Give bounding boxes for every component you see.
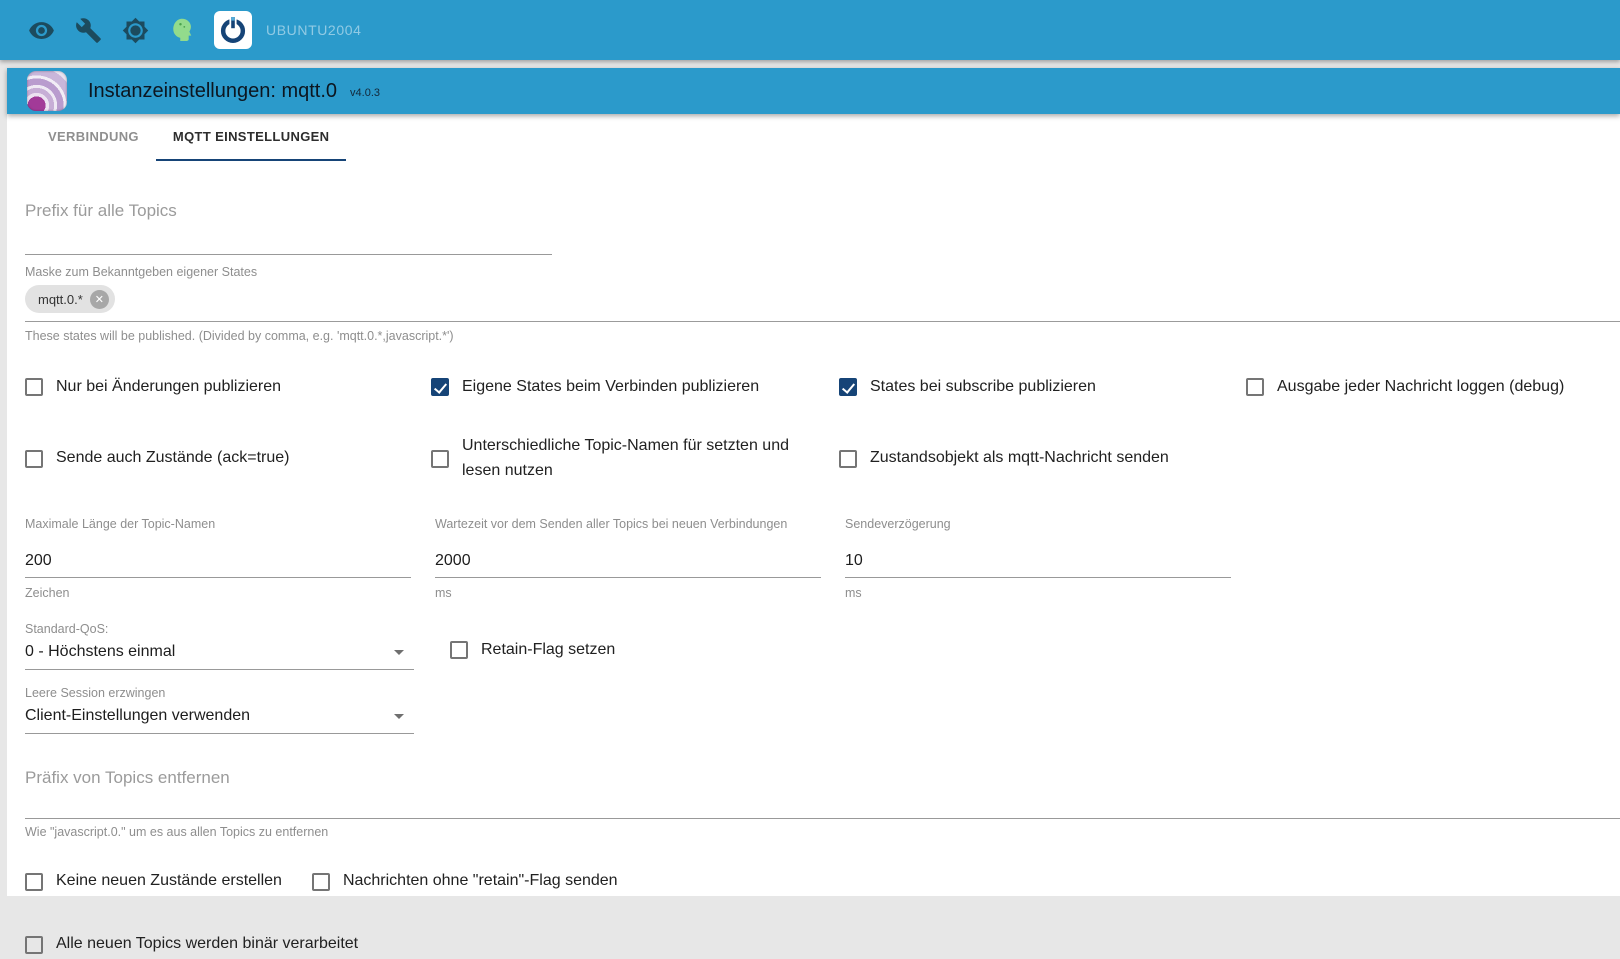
send-delay-input[interactable]	[845, 549, 1231, 578]
field-label: Sendeverzögerung	[845, 517, 951, 532]
field-prefix-all-topics	[25, 201, 552, 255]
checkbox-publish-own-on-connect[interactable]	[431, 375, 839, 400]
tab-verbindung[interactable]: VERBINDUNG	[48, 129, 139, 144]
checkbox-send-no-retain[interactable]	[312, 869, 618, 894]
field-send-on-start-interval	[435, 517, 821, 600]
brightness-icon[interactable]	[120, 15, 150, 45]
checkbox-label: Nachrichten ohne "retain"-Flag senden	[342, 872, 618, 890]
chevron-down-icon	[394, 650, 404, 655]
prefix-all-topics-input[interactable]	[25, 223, 552, 255]
wrench-icon[interactable]	[73, 15, 103, 45]
checkbox-label: Zustandsobjekt als mqtt-Nachricht senden	[870, 449, 1169, 467]
field-empty-session	[25, 686, 414, 734]
checkbox-row	[25, 932, 1620, 958]
field-label: Leere Session erzwingen	[25, 686, 166, 701]
empty-session-select[interactable]	[25, 704, 414, 734]
settings-tabs	[7, 114, 1620, 161]
settings-form	[7, 201, 1620, 959]
app-toolbar	[0, 0, 1620, 60]
dialog-title: Instanzeinstellungen: mqtt.0	[88, 79, 338, 102]
tab-mqtt-einstellungen[interactable]: MQTT EINSTELLUNGEN	[156, 114, 347, 161]
select-value: 0 - Höchstens einmal	[25, 643, 176, 661]
checkbox-send-ack[interactable]	[25, 446, 431, 471]
field-helper: Wie "javascript.0." um es aus allen Topics zu entfernen	[25, 825, 329, 840]
checkbox-box	[25, 873, 43, 891]
field-publish-mask	[25, 265, 1620, 343]
send-on-start-interval-input[interactable]	[435, 549, 821, 578]
field-unit: Zeichen	[25, 586, 70, 601]
checkbox-row	[25, 869, 1620, 894]
checkbox-label: Nur bei Änderungen publizieren	[56, 378, 282, 395]
checkbox-box	[839, 450, 857, 468]
checkbox-different-topic-names[interactable]	[431, 434, 839, 484]
checkbox-publish-on-change[interactable]	[25, 375, 431, 400]
field-remove-prefix	[25, 768, 1620, 839]
field-label: Präfix von Topics entfernen	[25, 768, 230, 788]
checkbox-box	[25, 378, 43, 396]
checkbox-box	[1246, 378, 1264, 396]
checkbox-label: Sende auch Zustände (ack=true)	[56, 449, 290, 467]
checkbox-label: Keine neuen Zustände erstellen	[56, 872, 282, 890]
mask-chip[interactable]	[25, 285, 115, 313]
checkbox-publish-on-subscribe[interactable]	[839, 375, 1246, 400]
qos-row	[25, 622, 1620, 670]
checkbox-label: Alle neuen Topics werden binär verarbeitet	[56, 935, 359, 953]
iobroker-logo[interactable]	[214, 11, 252, 49]
checkbox-row	[25, 434, 1620, 484]
field-default-qos	[25, 622, 414, 670]
checkbox-label: Eigene States beim Verbinden publizieren	[462, 378, 760, 395]
field-unit: ms	[435, 586, 452, 601]
dialog-header	[7, 68, 1620, 114]
checkbox-label: Retain-Flag setzen	[481, 640, 616, 658]
default-qos-select[interactable]	[25, 640, 414, 670]
field-label: Standard-QoS:	[25, 622, 109, 637]
remove-prefix-input[interactable]	[25, 788, 1620, 819]
checkbox-retain-flag[interactable]	[450, 638, 615, 663]
checkbox-box	[431, 378, 449, 396]
instance-settings-dialog	[7, 68, 1620, 953]
field-max-topic-length	[25, 517, 411, 600]
checkbox-box	[450, 641, 468, 659]
checkbox-box	[312, 873, 330, 891]
session-row	[25, 686, 1620, 734]
chip-delete-icon[interactable]: ✕	[90, 290, 109, 309]
field-label: Prefix für alle Topics	[25, 201, 177, 220]
mqtt-adapter-icon	[27, 71, 67, 111]
field-label: Wartezeit vor dem Senden aller Topics bei neuen Verbindungen	[435, 517, 788, 532]
checkbox-box	[25, 450, 43, 468]
checkbox-label: States bei subscribe publizieren	[870, 378, 1096, 395]
checkbox-label: Ausgabe jeder Nachricht loggen (debug)	[1277, 378, 1565, 395]
checkbox-box	[25, 936, 43, 954]
field-label: Maximale Länge der Topic-Namen	[25, 517, 216, 532]
checkbox-binary-topics[interactable]	[25, 932, 358, 957]
chevron-down-icon	[394, 714, 404, 719]
field-send-delay	[845, 517, 1231, 600]
checkbox-send-state-object[interactable]	[839, 446, 1246, 471]
field-label: Maske zum Bekanntgeben eigener States	[25, 265, 258, 279]
number-fields-row	[25, 517, 1620, 600]
checkbox-box	[431, 450, 449, 468]
adapter-version: v4.0.3	[350, 87, 381, 99]
checkbox-label: Unterschiedliche Topic-Namen für setzten und lesen nutzen	[462, 436, 789, 479]
checkbox-no-new-states[interactable]	[25, 869, 282, 894]
select-value: Client-Einstellungen verwenden	[25, 707, 251, 725]
expert-mode-icon[interactable]	[167, 15, 197, 45]
checkbox-debug-log[interactable]	[1246, 375, 1620, 400]
publish-mask-input[interactable]	[25, 279, 1620, 322]
host-name: UBUNTU2004	[266, 22, 362, 38]
field-unit: ms	[845, 586, 862, 601]
eye-icon[interactable]	[26, 15, 56, 45]
checkbox-row	[25, 375, 1620, 400]
checkbox-box	[839, 378, 857, 396]
mask-chip-label: mqtt.0.*	[38, 291, 83, 307]
max-topic-length-input[interactable]	[25, 549, 411, 578]
field-helper: These states will be published. (Divided by comma, e.g. 'mqtt.0.*,javascript.*')	[25, 329, 454, 343]
